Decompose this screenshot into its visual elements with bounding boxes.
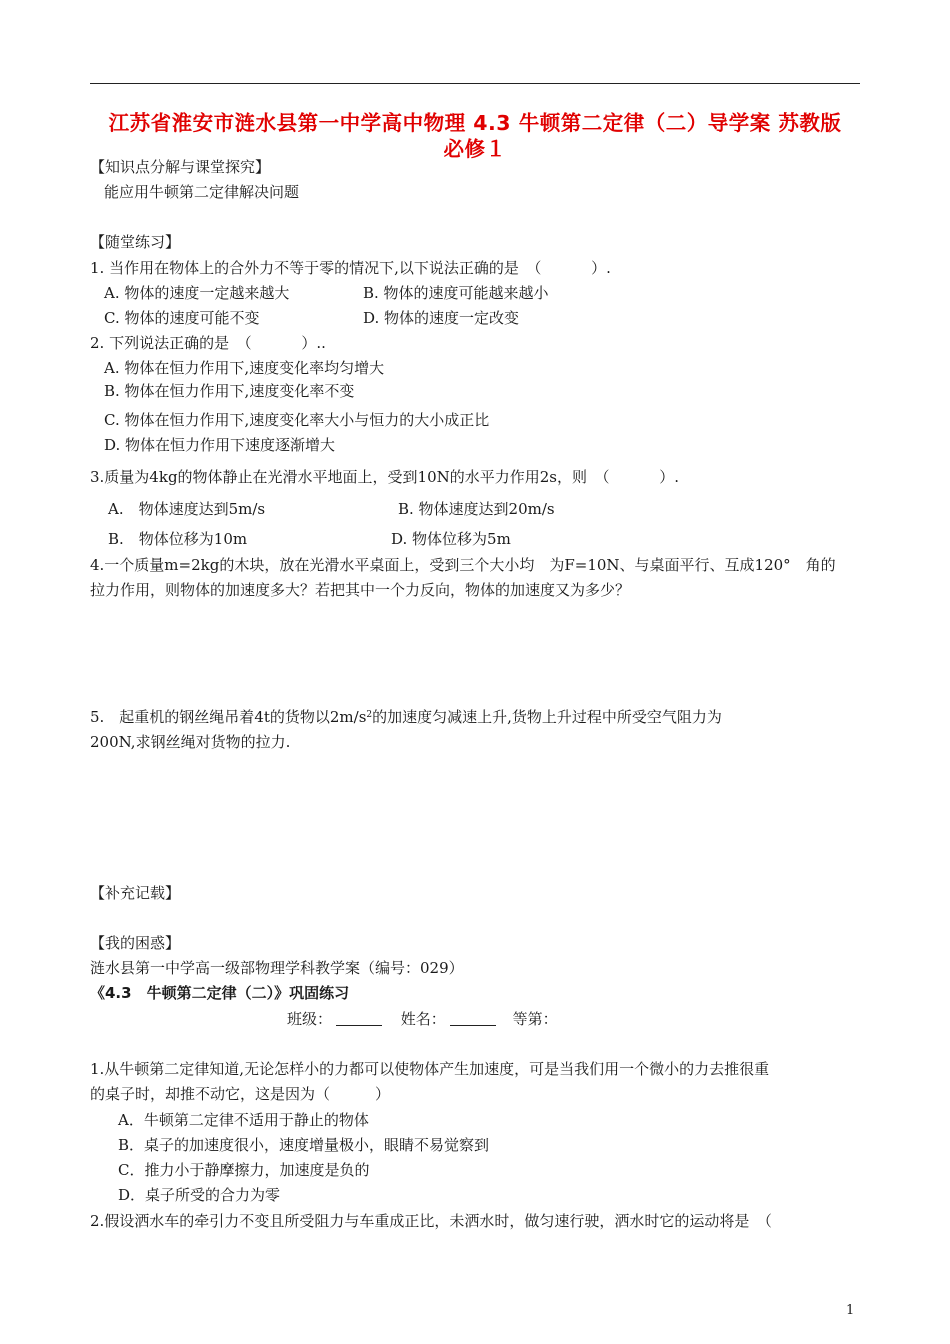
q1-stem: 1. 当作用在物体上的合外力不等于零的情况下,以下说法正确的是 （ ）. [90, 259, 611, 277]
e1-line2: 的桌子时，却推不动它，这是因为（ ） [90, 1085, 391, 1103]
q1-option-c: C. 物体的速度可能不变 [104, 309, 260, 327]
e1-line1: 1.从牛顿第二定律知道,无论怎样小的力都可以使物体产生加速度，可是当我们用一个微小的力去推很重 [90, 1060, 770, 1078]
q4-line1: 4.一个质量m=2kg的木块，放在光滑水平桌面上，受到三个大小均 为F=10N、与桌面平行、互成120° 角的 [90, 556, 836, 574]
q2-stem: 2. 下列说法正确的是 （ ）.. [90, 334, 326, 352]
e2-line1: 2.假设洒水车的牵引力不变且所受阻力与车重成正比，未洒水时，做匀速行驶，洒水时它的运动将是 （ [90, 1212, 772, 1230]
q3-option-c: B. 物体位移为10m [108, 530, 248, 548]
q3-option-a: A. 物体速度达到5m/s [108, 500, 266, 518]
q5-line1-part-a: 5. 起重机的钢丝绳吊着4t的货物以2m/s [90, 708, 367, 726]
school-line: 涟水县第一中学高一级部物理学科教学案（编号：029） [90, 959, 464, 977]
q3-option-d: D. 物体位移为5m [391, 530, 511, 548]
e1-option-b: B．桌子的加速度很小，速度增量极小，眼睛不易觉察到 [118, 1136, 490, 1154]
e1-option-c: C．推力小于静摩擦力，加速度是负的 [118, 1161, 370, 1179]
q5-line2: 200N,求钢丝绳对货物的拉力. [90, 733, 291, 751]
class-blank[interactable] [336, 1011, 382, 1026]
q2-option-a: A. 物体在恒力作用下,速度变化率均匀增大 [104, 359, 385, 377]
q1-option-b: B. 物体的速度可能越来越小 [363, 284, 549, 302]
q2-option-b: B. 物体在恒力作用下,速度变化率不变 [104, 382, 355, 400]
student-info-form [287, 1009, 558, 1029]
rank-label: 等第： [512, 1010, 558, 1028]
class-label: 班级： [287, 1010, 333, 1028]
section-practice-heading: 【随堂练习】 [90, 233, 181, 251]
q5-line1-part-b: 的加速度匀减速上升,货物上升过程中所受空气阻力为 [372, 708, 722, 726]
section-confusion-heading: 【我的困惑】 [90, 934, 181, 952]
exercise-title: 《4.3 牛顿第二定律（二）》巩固练习 [90, 984, 350, 1002]
header-rule [90, 83, 860, 84]
section-supplement-heading: 【补充记载】 [90, 884, 181, 902]
document-title-line2: 必修１ [443, 137, 507, 161]
e1-option-d: D．桌子所受的合力为零 [118, 1186, 281, 1204]
name-blank[interactable] [450, 1011, 496, 1026]
q3-stem: 3.质量为4kg的物体静止在光滑水平地面上，受到10N的水平力作用2s，则 （ ）. [90, 468, 680, 486]
q1-option-a: A. 物体的速度一定越来越大 [104, 284, 290, 302]
page-number: 1 [846, 1303, 855, 1318]
e1-option-a: A．牛顿第二定律不适用于静止的物体 [118, 1111, 369, 1129]
q2-option-c: C. 物体在恒力作用下,速度变化率大小与恒力的大小成正比 [104, 411, 490, 429]
q5-line1 [90, 707, 722, 727]
section-knowledge-heading: 【知识点分解与课堂探究】 [90, 158, 271, 176]
knowledge-text: 能应用牛顿第二定律解决问题 [104, 183, 300, 201]
q5-superscript: 2 [366, 710, 373, 720]
q2-option-d: D. 物体在恒力作用下速度逐渐增大 [104, 436, 336, 454]
q3-option-b: B. 物体速度达到20m/s [398, 500, 555, 518]
document-title-line1: 江苏省淮安市涟水县第一中学高中物理 4.3 牛顿第二定律（二）导学案 苏教版 [108, 111, 842, 135]
q1-option-d: D. 物体的速度一定改变 [363, 309, 520, 327]
q4-line2: 拉力作用，则物体的加速度多大？若把其中一个力反向，物体的加速度又为多少？ [90, 581, 631, 599]
name-label: 姓名： [400, 1010, 446, 1028]
